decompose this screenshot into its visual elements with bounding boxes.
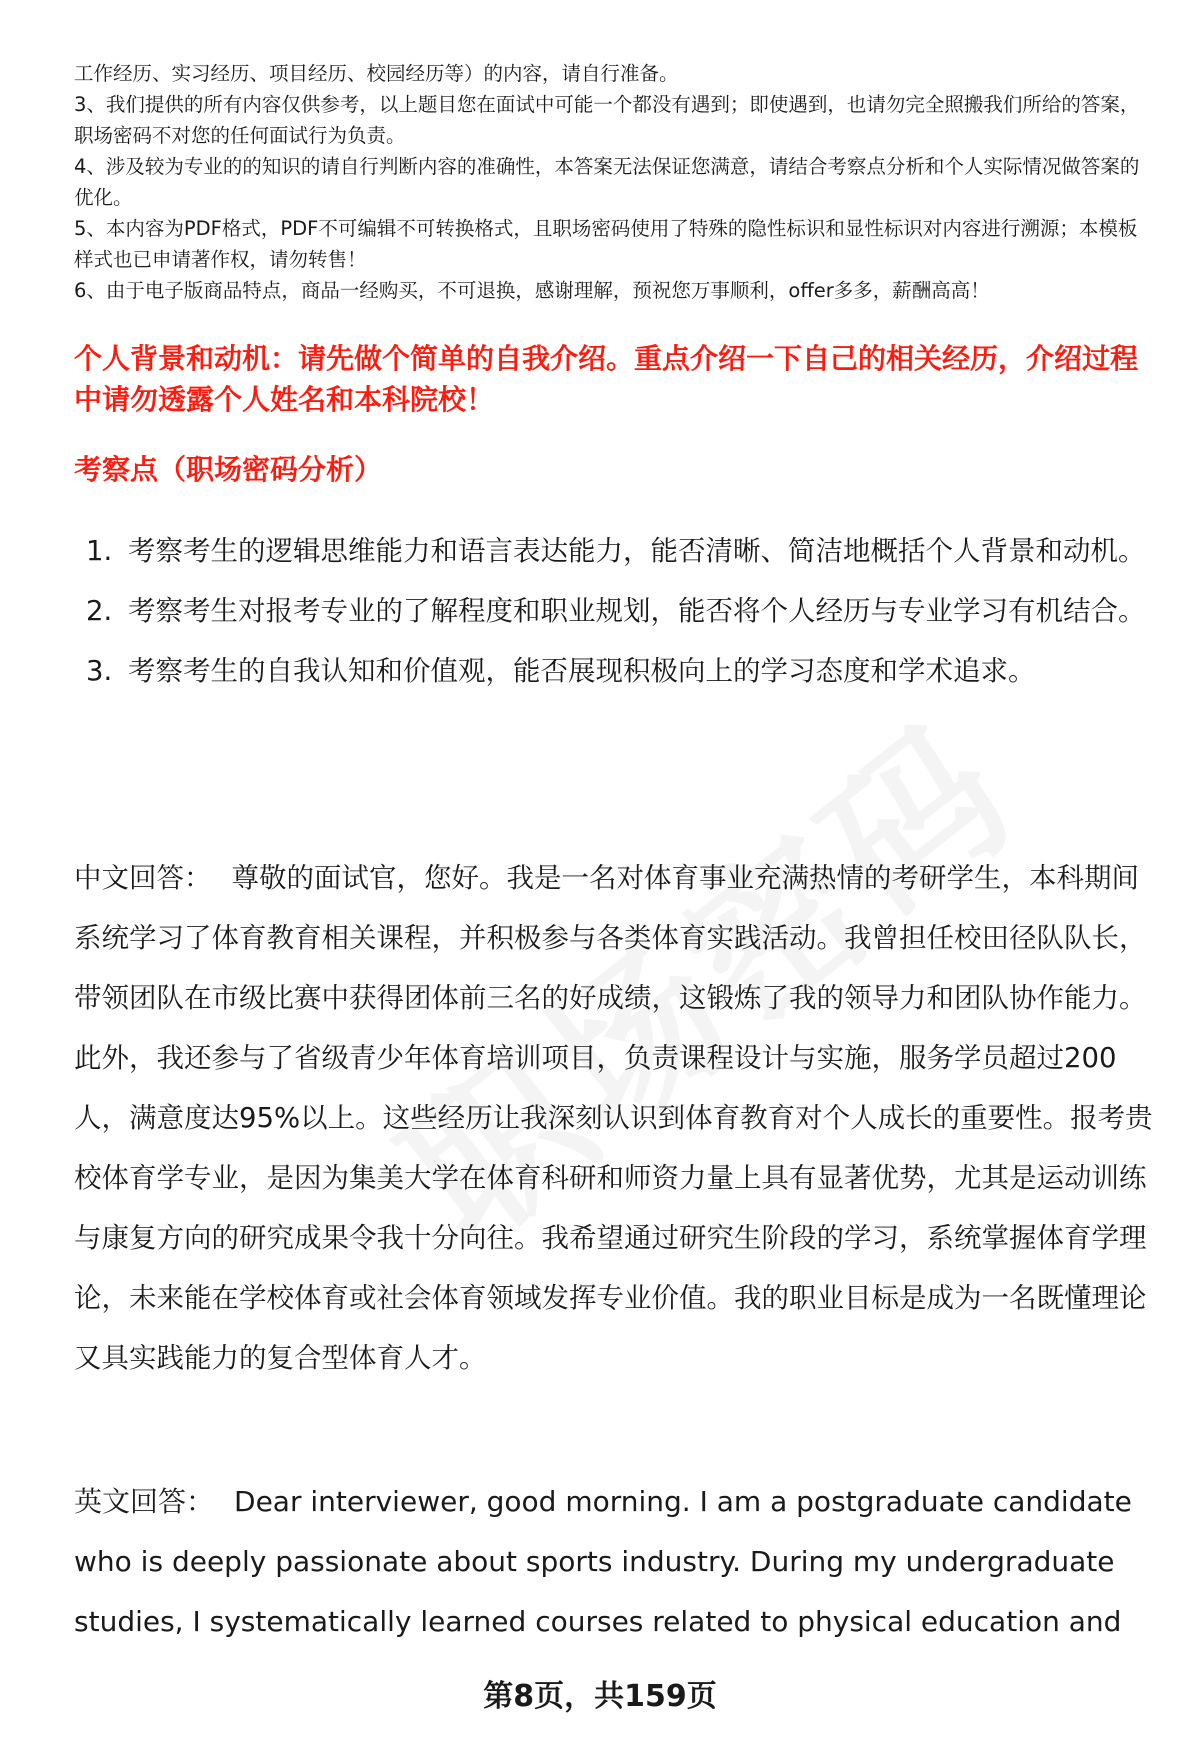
notes-section (74, 58, 1156, 306)
list-item (74, 521, 1154, 581)
question-heading: 个人背景和动机：请先做个简单的自我介绍。重点介绍一下自己的相关经历，介绍过程中请勿透露个人姓名和本科院校！ (74, 342, 1139, 416)
note-line: 工作经历、实习经历、项目经历、校园经历等）的内容，请自行准备。 (74, 62, 679, 85)
page-number: 第8页，共159页 (483, 1679, 717, 1714)
note-line: 3、我们提供的所有内容仅供参考，以上题目您在面试中可能一个都没有遇到；即使遇到，也请勿完全照搬我们所给的答案，职场密码不对您的任何面试行为负责。 (74, 93, 1140, 147)
chinese-answer-label: 中文回答： (74, 862, 212, 894)
list-item (74, 581, 1154, 641)
list-item-text: 考察考生的自我认知和价值观，能否展现积极向上的学习态度和学术追求。 (128, 655, 1036, 687)
english-answer (74, 1472, 1154, 1652)
note-line: 4、涉及较为专业的的知识的请自行判断内容的准确性，本答案无法保证您满意，请结合考察点分析和个人实际情况做答案的优化。 (74, 155, 1140, 209)
list-item (74, 641, 1154, 701)
list-item-number: 2. (86, 595, 113, 627)
key-points-list (74, 521, 1154, 701)
list-item-number: 1. (86, 535, 113, 567)
list-item-text: 考察考生的逻辑思维能力和语言表达能力，能否清晰、简洁地概括个人背景和动机。 (128, 535, 1146, 567)
chinese-answer-text: 尊敬的面试官，您好。我是一名对体育事业充满热情的考研学生，本科期间系统学习了体育教育相关课程，并积极参与各类体育实践活动。我曾担任校田径队队长，带领团队在市级比赛中获得团体前三名的好成绩，这锻炼了我的领导力和团队协作能力。此外，我还参与了省级青少年体育培训项目，负责课程设计与实施，服务学员超过200人，满意度达95%以上。这些经历让我深刻认识到体育教育对个人成长的重要性。报考贵校体育学专业，是因为集美大学在体育科研和师资力量上具有显著优势，尤其是运动训练与康复方向的研究成果令我十分向往。我希望通过研究生阶段的学习，系统掌握体育学理论，未来能在学校体育或社会体育领域发挥专业价值。我的职业目标是成为一名既懂理论又具实践能力的复合型体育人才。 (74, 862, 1153, 1374)
english-answer-text: Dear interviewer, good morning. I am a postgraduate candidate who is deeply passionate about sports industry. During my undergraduate studies, I systematically learned courses related to physical education and (74, 1485, 1132, 1638)
key-points-title: 考察点（职场密码分析） (74, 453, 383, 486)
english-answer-label: 英文回答： (74, 1485, 215, 1518)
note-line: 5、本内容为PDF格式，PDF不可编辑不可转换格式，且职场密码使用了特殊的隐性标识和显性标识对内容进行溯源；本模板样式也已申请著作权，请勿转售！ (74, 217, 1138, 271)
list-item-text: 考察考生对报考专业的了解程度和职业规划，能否将个人经历与专业学习有机结合。 (128, 595, 1146, 627)
note-line: 6、由于电子版商品特点，商品一经购买，不可退换，感谢理解，预祝您万事顺利，offer多多，薪酬高高！ (74, 279, 990, 302)
list-item-number: 3. (86, 655, 113, 687)
chinese-answer (74, 848, 1160, 1388)
